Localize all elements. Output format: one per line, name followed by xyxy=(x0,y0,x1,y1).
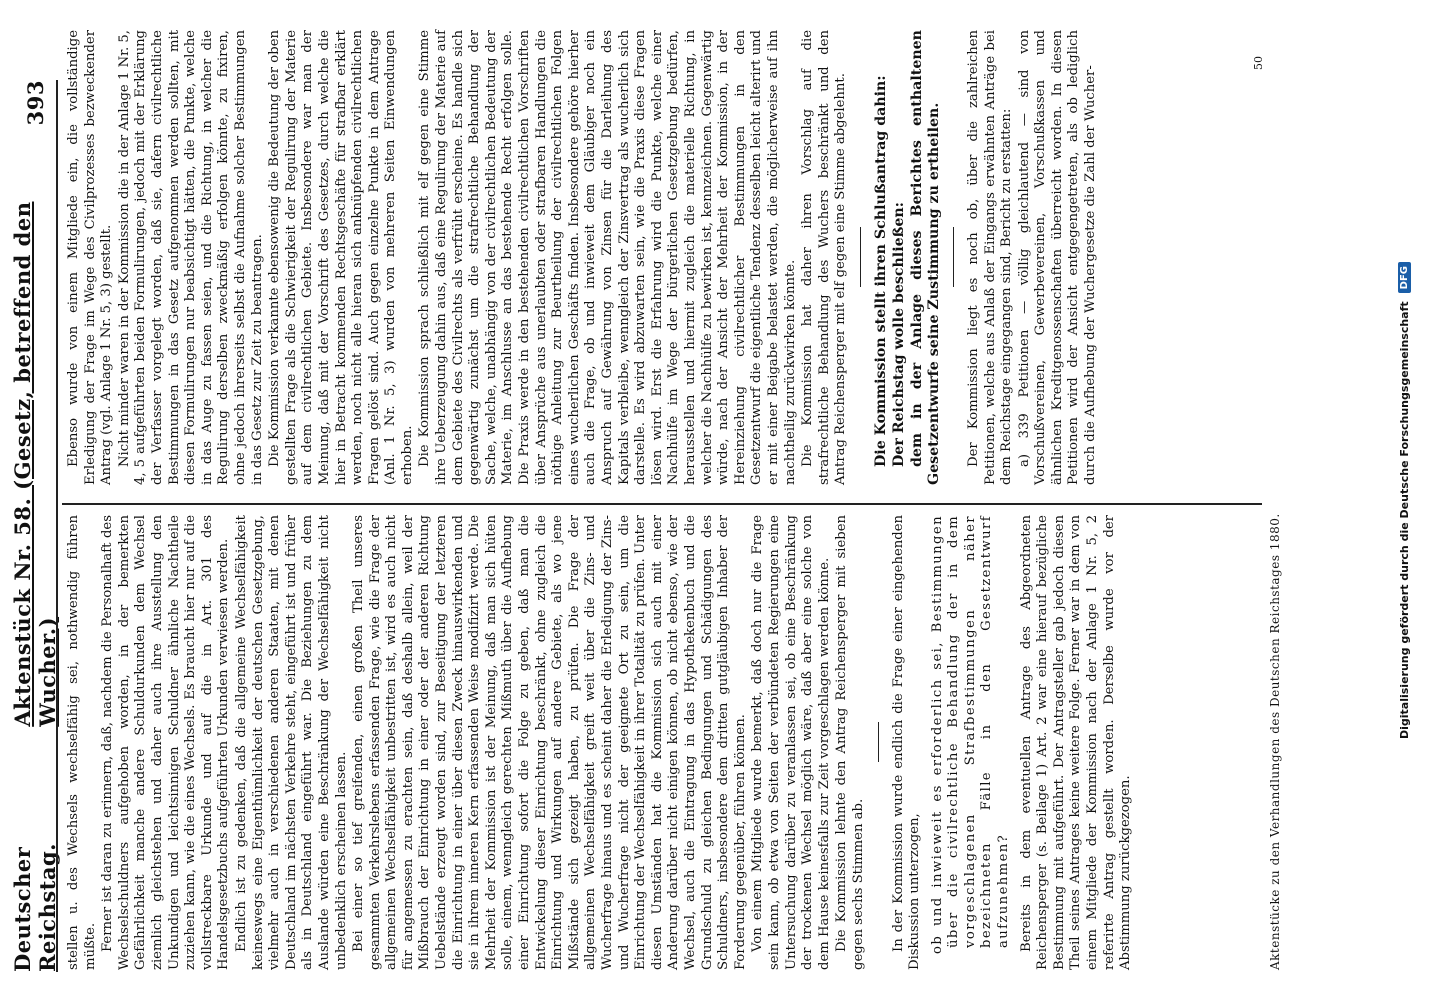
footnote: Aktenstücke zu den Verhandlungen des Deutschen Reichstages 1880. xyxy=(1268,513,1282,970)
header-publication: Deutscher Reichstag. xyxy=(10,843,60,972)
column-divider xyxy=(62,503,1262,505)
paragraph: Endlich ist zu gedenken, daß die allgemeine Wechselfähigkeit keineswegs eine Eigenthümlichkeit der deutschen Gesetzgebung, vielmehr auch in verschiedenen anderen Staaten, mit denen Deutschland im nächsten Verkehre steht, eingeführt ist und früher als in Deutschland eingeführt war. Die Beziehungen zu dem Auslande würden eine Beschränkung der Wechselfähigkeit nicht unbedenklich erscheinen lassen. xyxy=(233,515,349,970)
paragraph: Die Kommission verkannte ebensowenig die Bedeutung der oben gestellten Frage als die Schwierigkeit der Regulirung der Materie auf dem civilrechtlichen Gebiete. Insbesondere war man der Meinung, daß mit der Vorschrift des Gesetzes, durch welche die hier in Betracht kommenden Rechtsgeschäfte für strafbar erklärt werden, noch nicht alle hieran sich anknüpfenden civilrechtlichen Fragen gelöst sind. Auch gegen einzelne Punkte in dem Antrage (Anl. 1 Nr. 5, 3) wurden von mehreren Seiten Einwendungen erhoben. xyxy=(267,30,415,485)
paragraph: Die Kommission hat daher ihren Vorschlag auf die strafrechtliche Behandlung des Wuchers beschränkt und den Antrag Reichensperger mit elf gegen eine Stimme abgelehnt. xyxy=(800,30,849,485)
header-rule xyxy=(56,80,58,972)
paragraph: Die Kommission sprach schließlich mit elf gegen eine Stimme ihre Ueberzeugung dahin aus, daß eine Regulirung der Materie auf dem Gebiete des Civilrechts als verfrüht erscheine. Es handle sich gegenwärtig zunächst um die strafrechtliche Behandlung der Sache, welche, unabhängig von der civilrechtlichen Bedeutung der Materie, im Anschlusse an das bestehende Recht erfolgen solle. Die Praxis werde in den bestehenden civilrechtlichen Vorschriften über Ansprüche aus unerlaubten oder strafbaren Handlungen die nöthige Anleitung zur Beurtheilung der civilrechtlichen Folgen eines wucherlichen Geschäfts finden. Insbesondere gehöre hierher auch die Frage, ob und inwieweit dem Gläubiger noch ein Anspruch auf Gewährung von Zinsen für die Darleihung des Kapitals verbleibe, wenngleich der Zinsvertrag als wucherlich sich darstelle. Es wird abzuwarten sein, wie die Praxis diese Fragen lösen wird. Erst die Erfahrung wird die Punkte, welche einer Nachhülfe im Wege der bürgerlichen Gesetzgebung bedürfen, herausstellen und hiermit zugleich die materielle Richtung, in welcher die Nachhülfe zu bewirken ist, kennzeichnen. Gegenwärtig würde, nach der Ansicht der Mehrheit der Kommission, in der Hereinziehung civilrechtlicher Bestimmungen in den Gesetzentwurf die eigentliche Tendenz desselben leicht alterirt und er mit einer Beigabe belastet werden, die möglicherweise auf ihn nachtheilig zurückwirken könnte. xyxy=(417,30,798,485)
sheet-number: 50 xyxy=(1252,56,1265,70)
section-divider xyxy=(953,228,954,288)
paragraph: Der Kommission liegt es noch ob, über die zahlreichen Petitionen, welche aus Anlaß der Eingangs erwähnten Anträge bei dem Reichstage eingegangen sind, Bericht zu erstatten: xyxy=(965,30,1015,485)
paragraph: Bei einer so tief greifenden, einen großen Theil unseres gesammten Verkehrslebens erfassenden Frage, wie die Frage der allgemeinen Wechselfähigkeit unbestritten ist, wird es auch nicht für angemessen zu erachten sein, daß deshalb allein, weil der Mißbrauch der Einrichtung in einer oder der anderen Richtung Uebelstände erzeugt worden sind, zur Beseitigung der letzteren die Einrichtung in einer über diesen Zweck hinauswirkenden und sie in ihrem inneren Kern erfassenden Weise modifizirt werde. Die Mehrheit der Kommission ist der Meinung, daß man sich hüten solle, einem, wenngleich gerechten Mißmuth über die Aufhebung einer Einrichtung sofort die Folge zu geben, daß man die Entwickelung dieser Einrichtung beschränkt, ohne zugleich die Einrichtung und Wirkungen auf andere Gebiete, als wo jene Mißstände sich gezeigt haben, zu prüfen. Die Frage der allgemeinen Wechselfähigkeit greift weit über die Zins- und Wucherfrage hinaus und es scheint daher die Erledigung der Zins- und Wucherfrage nicht der geeignete Ort zu sein, um die Einrichtung der Wechselfähigkeit in ihrer Totalität zu prüfen. Unter diesen Umständen hat die Kommission sich auch mit einer Anderung darüber nicht einigen können, ob nicht ebenso, wie der Wechsel, auch die Eintragung in das Hypothekenbuch und die Grundschuld zu gleichen Bedingungen und Schädigungen des Schuldners, insbesondere dem dritten gutgläubigen Inhaber der Forderung gegenüber, führen können. xyxy=(351,515,748,970)
page-number: 393 xyxy=(22,80,48,126)
paragraph: Von einem Mitgliede wurde bemerkt, daß doch nur die Frage sein kann, ob etwa von Seiten der verbündeten Regierungen eine Untersuchung darüber zu veranlassen sei, ob eine Beschränkung der trockenen Wechsel möglich wäre, daß aber eine solche von dem Hause keinesfalls zur Zeit vorgeschlagen werden könne. xyxy=(750,515,832,970)
section-divider xyxy=(860,228,861,288)
conclusion-motion: Der Reichstag wolle beschließen: xyxy=(890,202,907,467)
paragraph: Bereits in dem eventuellen Antrage des Abgeordneten Reichensperger (s. Beilage 1) Art. 2 war eine hierauf bezügliche Bestimmung mit aufgeführt. Der Antragsteller gab jedoch diesen Theil seines Antrages keine weitere Folge. Ferner war in dem von einem Mitgliede der Kommission nach der Anlage 1 Nr. 5, 2 referirte Antrag gestellt worden. Derselbe wurde vor der Abstimmung zurückgezogen. xyxy=(1018,515,1134,970)
dfg-logo-icon: DFG xyxy=(1398,261,1411,292)
paragraph: In der Kommission wurde endlich die Frage einer eingehenden Diskussion unterzogen, xyxy=(890,515,923,970)
left-column xyxy=(66,515,1136,970)
running-header xyxy=(10,80,60,972)
conclusion-heading: Die Kommission stellt ihren Schlußantrag dahin: xyxy=(872,75,889,467)
section-divider xyxy=(878,723,879,763)
header-document-title: Aktenstück Nr. 58. (Gesetz, betreffend den Wucher.) xyxy=(10,201,60,727)
paragraph: Nicht minder waren in der Kommission die in der Anlage 1 Nr. 5, 4, 5 aufgeführten beiden Formulirungen, jedoch mit der Erklärung der Verfasser vorgelegt worden, daß sie, dafern civilrechtliche Bestimmungen in das Gesetz aufgenommen werden sollten, mit diesen Formulirungen nur beabsichtigt hätten, die Punkte, welche in das Auge zu fassen seien, und die Richtung, in welcher die Regulirung derselben zweckmäßig erfolgen könnte, zu fixiren, ohne jedoch ihrerseits selbst die Aufnahme solcher Bestimmungen in das Gesetz zur Zeit zu beantragen. xyxy=(116,30,265,485)
right-column xyxy=(66,30,1101,485)
paragraph: Ferner ist daran zu erinnern, daß, nachdem die Personalhaft des Wechselschuldners aufgehoben worden, in der bemerkten Gefährlichkeit manche andere Schuldurkunden dem Wechsel ziemlich gleichstehen und daher auch ihre Ausstellung den Unkundigen und leichtsinnigen Schuldner ähnliche Nachtheile zuziehen kann, wie die eines Wechsels. Es braucht hier nur auf die vollstreckbare Urkunde und auf die in Art. 301 des Handelsgesetzbuchs aufgeführten Urkunden verwiesen werden. xyxy=(100,515,232,970)
question-block: ob und inwieweit es erforderlich sei, Bestimmungen über die civilrechtliche Behandlung der in dem vorgeschlagenen Strafbestimmungen näher bezeichneten Fälle in den Gesetzentwurf aufzunehmen? xyxy=(929,515,1012,954)
credit-text: Digitalisierung gefördert durch die Deutsche Forschungsgemeinschaft xyxy=(1397,300,1411,739)
digitization-credit xyxy=(1376,0,1432,1000)
paragraph: stellen u. des Wechsels wechselfähig sei, nothwendig führen müßte. xyxy=(66,515,98,970)
paragraph: Die Kommission lehnte den Antrag Reichensperger mit sieben gegen sechs Stimmen ab. xyxy=(834,515,866,970)
paragraph: a) 339 Petitionen — völlig gleichlautend — sind von Vorschußvereinen, Gewerbevereinen, Vorschußkassen und ähnlichen Kreditgenossenschaften überreicht worden. In diesen Petitionen wird der Ansicht entgegengetreten, als ob lediglich durch die Aufhebung der Wuchergesetze die Zahl der Wucher- xyxy=(1016,30,1099,485)
conclusion-text: dem in der Anlage dieses Berichtes enthaltenen Gesetzentwurfe seine Zustimmung zu ertheilen. xyxy=(908,30,942,485)
paragraph: Ebenso wurde von einem Mitgliede ein, die vollständige Erledigung der Frage im Wege des Civilprozesses bezweckender Antrag (vgl. Anlage 1 Nr. 5, 3) gestellt. xyxy=(66,30,115,485)
